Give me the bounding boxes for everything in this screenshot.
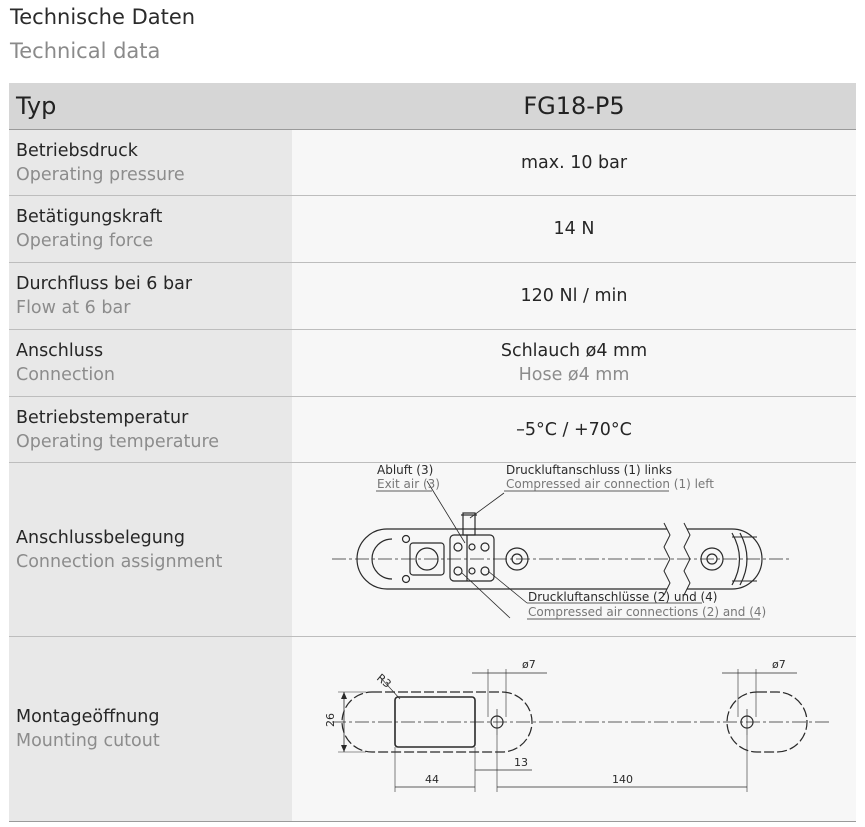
row-label-de: Betriebstemperatur (16, 407, 189, 428)
exit-air-label-en: Exit air (3) (377, 477, 440, 491)
row-label-de: Durchfluss bei 6 bar (16, 274, 193, 294)
row-label-de: Betätigungskraft (16, 207, 163, 227)
mounting-diagram (292, 637, 856, 821)
row-label-en: Flow at 6 bar (16, 298, 131, 318)
row-label-de: Montageöffnung (16, 707, 160, 727)
row-value: 14 N (553, 219, 595, 239)
row-value: max. 10 bar (520, 152, 628, 173)
row-label-en: Connection (16, 365, 116, 385)
port1-label-en: Compressed air connection (1) left (506, 477, 715, 491)
row-value-de: Schlauch ø4 mm (500, 341, 648, 361)
technical-data-table (9, 83, 856, 822)
port24-label-en: Compressed air connections (2) and (4) (528, 605, 767, 619)
row-label-de: Anschlussbelegung (16, 527, 185, 548)
port1-label-de: Druckluftanschluss (1) links (506, 463, 672, 477)
offset-dimension-label: 13 (514, 756, 528, 769)
table-row (9, 397, 856, 463)
hole-left-label: ø7 (522, 658, 536, 671)
port24-label-de: Druckluftanschlüsse (2) und (4) (528, 590, 718, 604)
connection-diagram-cell (292, 463, 856, 636)
table-row-connection-assignment (9, 463, 856, 637)
header-value: FG18-P5 (523, 92, 625, 120)
width-dimension-label: 44 (425, 773, 439, 786)
row-label-de: Anschluss (16, 341, 104, 361)
row-label-en: Connection assignment (16, 551, 223, 572)
height-dimension-label: 26 (324, 713, 337, 727)
heading-title-en: Technical data (10, 39, 161, 63)
exit-air-label-de: Abluft (3) (377, 463, 434, 477)
header-label-cell (9, 83, 292, 129)
table-header-row (9, 83, 856, 130)
table-row (9, 263, 856, 330)
row-label-de: Betriebsdruck (16, 140, 138, 161)
table-row-mounting-cutout (9, 637, 856, 822)
row-value: 120 Nl / min (520, 286, 628, 306)
table-row (9, 196, 856, 263)
distance-dimension-label: 140 (612, 773, 633, 786)
table-row (9, 130, 856, 196)
row-label-en: Operating temperature (16, 431, 220, 452)
row-label-en: Mounting cutout (16, 731, 160, 751)
radius-label: R3 (374, 671, 394, 691)
hole-right-label: ø7 (772, 658, 786, 671)
row-value-en: Hose ø4 mm (518, 365, 630, 385)
header-label: Typ (16, 92, 57, 120)
row-label-en: Operating force (16, 231, 154, 251)
heading-title-de: Technische Daten (10, 5, 196, 29)
row-value: –5°C / +70°C (516, 419, 632, 440)
table-row (9, 330, 856, 397)
header-value-cell (292, 83, 856, 129)
row-label-en: Operating pressure (16, 164, 185, 185)
connection-diagram (292, 463, 856, 636)
mounting-diagram-cell (292, 637, 856, 821)
